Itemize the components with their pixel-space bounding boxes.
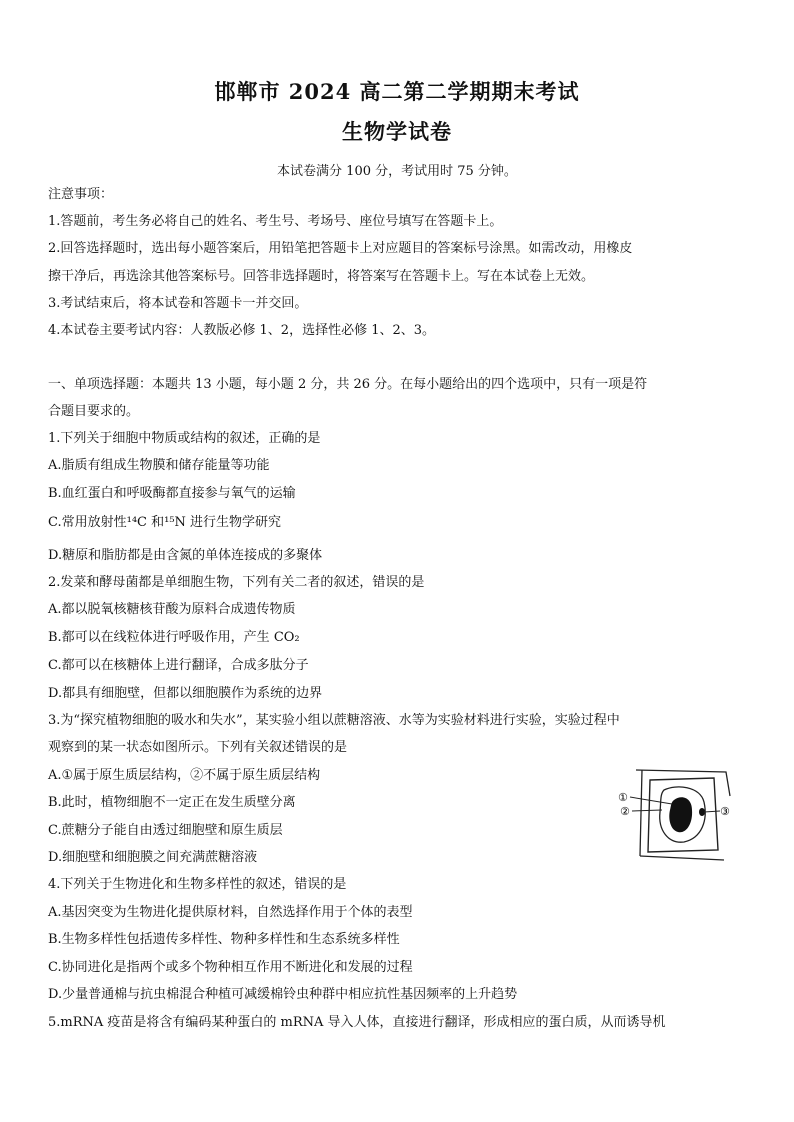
- question-3-option-c: C.蔗糖分子能自由透过细胞壁和原生质层: [48, 823, 283, 838]
- question-3-stem: 3.为“探究植物细胞的吸水和失水”，某实验小组以蔗糖溶液、水等为实验材料进行实验，实验过程中: [48, 713, 620, 728]
- exam-info: 本试卷满分 100 分，考试用时 75 分钟。: [277, 164, 517, 179]
- question-1-option-d: D.糖原和脂肪都是由含氮的单体连接成的多聚体: [48, 548, 323, 563]
- section-heading-cont: 合题目要求的。: [48, 404, 140, 419]
- question-2-option-b: B.都可以在线粒体进行呼吸作用，产生 CO₂: [48, 630, 300, 645]
- question-3-option-b: B.此时，植物细胞不一定正在发生质壁分离: [48, 795, 296, 810]
- notice-item: 擦干净后，再选涂其他答案标号。回答非选择题时，将答案写在答题卡上。写在本试卷上无效。: [48, 269, 595, 284]
- subject-title: 生物学试卷: [342, 119, 452, 144]
- cell-wall-line: [640, 770, 642, 856]
- question-3-option-a: A.①属于原生质层结构，②不属于原生质层结构: [48, 768, 321, 783]
- question-4-stem: 4.下列关于生物进化和生物多样性的叙述，错误的是: [48, 877, 347, 892]
- question-2-option-a: A.都以脱氧核糖核苷酸为原料合成遗传物质: [48, 602, 296, 617]
- notice-heading: 注意事项：: [48, 187, 114, 202]
- label-line-2: [632, 810, 662, 811]
- section-heading: 一、单项选择题：本题共 13 小题，每小题 2 分，共 26 分。在每小题给出的四个选项中，只有一项是符: [48, 377, 648, 392]
- question-1-option-b: B.血红蛋白和呼吸酶都直接参与氧气的运输: [48, 486, 296, 501]
- question-5-stem: 5.mRNA 疫苗是将含有编码某种蛋白的 mRNA 导入人体，直接进行翻译，形成相应的蛋白质，从而诱导机: [48, 1015, 666, 1030]
- question-1-stem: 1.下列关于细胞中物质或结构的叙述，正确的是: [48, 431, 321, 446]
- label-line-3: [704, 811, 720, 812]
- question-4-option-d: D.少量普通棉与抗虫棉混合种植可减缓棉铃虫种群中相应抗性基因频率的上升趋势: [48, 987, 518, 1002]
- figure-label-3: ③: [720, 805, 730, 818]
- cell-wall-line: [640, 856, 724, 860]
- figure-label-2: ②: [620, 805, 630, 818]
- question-4-option-c: C.协同进化是指两个或多个物种相互作用不断进化和发展的过程: [48, 960, 413, 975]
- exam-title: 邯郸市 2024 高二第二学期期末考试: [214, 79, 580, 104]
- question-2-option-d: D.都具有细胞壁，但都以细胞膜作为系统的边界: [48, 686, 323, 701]
- question-1-option-c: C.常用放射性¹⁴C 和¹⁵N 进行生物学研究: [48, 515, 282, 530]
- notice-item: 3.考试结束后，将本试卷和答题卡一并交回。: [48, 296, 308, 311]
- question-2-stem: 2.发菜和酵母菌都是单细胞生物，下列有关二者的叙述，错误的是: [48, 575, 425, 590]
- question-2-option-c: C.都可以在核糖体上进行翻译，合成多肽分子: [48, 658, 309, 673]
- question-4-option-a: A.基因突变为生物进化提供原材料，自然选择作用于个体的表型: [48, 905, 413, 920]
- question-4-option-b: B.生物多样性包括遗传多样性、物种多样性和生态系统多样性: [48, 932, 400, 947]
- question-3-option-d: D.细胞壁和细胞膜之间充满蔗糖溶液: [48, 850, 258, 865]
- figure-label-1: ①: [618, 791, 628, 804]
- plant-cell-figure: [616, 766, 734, 866]
- question-1-option-a: A.脂质有组成生物膜和储存能量等功能: [48, 458, 270, 473]
- notice-item: 2.回答选择题时，选出每小题答案后，用铅笔把答题卡上对应题目的答案标号涂黑。如需改动，用橡皮: [48, 241, 633, 256]
- question-3-stem-cont: 观察到的某一状态如图所示。下列有关叙述错误的是: [48, 740, 348, 755]
- notice-item: 1.答题前，考生务必将自己的姓名、考生号、考场号、座位号填写在答题卡上。: [48, 214, 503, 229]
- notice-item: 4.本试卷主要考试内容：人教版必修 1、2，选择性必修 1、2、3。: [48, 323, 436, 338]
